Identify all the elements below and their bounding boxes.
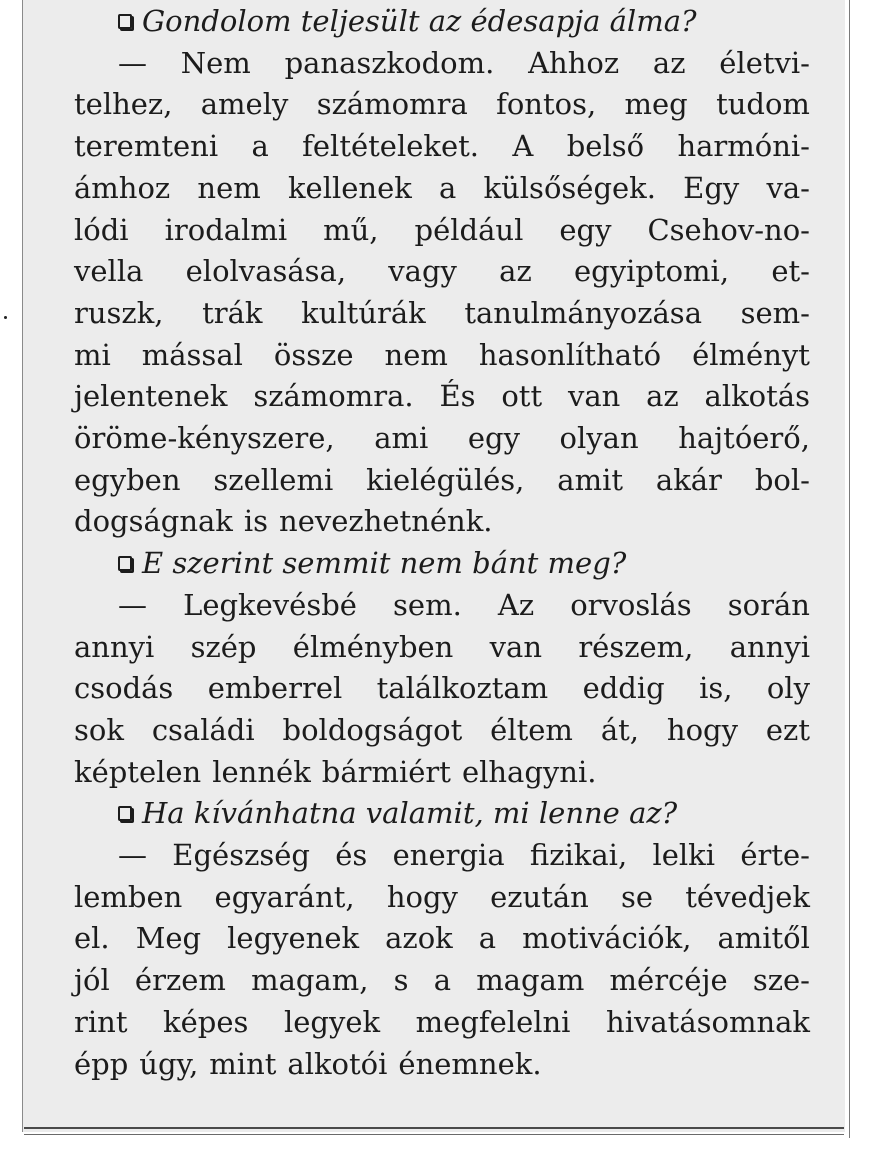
answer-text-line: lemben egyaránt, hogy ezután se tévedjek [74,879,810,914]
answer-text-line: épp úgy, mint alkotói énemnek. [74,1046,542,1081]
answer-text-line: el. Meg legyenek azok a motivációk, amitől [74,921,810,956]
answer-text-line: ruszk, trák kultúrák tanulmányozása sem- [74,295,810,330]
answer-text-line: dogságnak is nevezhetnénk. [74,504,493,539]
answer-text-line: egyben szellemi kielégülés, amit akár bol- [74,462,810,497]
question-checkbox-icon [118,806,132,821]
answer-text-line: csodás emberrel találkoztam eddig is, oly [74,671,810,706]
question-checkbox-icon [118,14,132,29]
answer-text-line: annyi szép élményben van részem, annyi [74,629,810,664]
answer-text-line: — Legkevésbé sem. Az orvoslás során [118,587,810,622]
answer-text-line: teremteni a feltételeket. A belső harmóni- [74,129,810,164]
clipping-bottom-rule-thin [24,1134,844,1135]
answer-text-line: rint képes legyek megfelelni hivatásomnak [74,1004,810,1039]
interview-question [74,2,810,40]
answer-text-line: ámhoz nem kellenek a külsőségek. Egy va- [74,170,810,205]
answer-text-line: sok családi boldogságot éltem át, hogy ezt [74,712,810,747]
answer-text-line: jelentenek számomra. És ott van az alkotás [74,379,810,414]
clipping-right-edge [849,0,850,1138]
question-checkbox-icon [118,556,132,571]
clipping-bottom-rule [24,1127,844,1129]
question-text: E szerint semmit nem bánt meg? [142,546,627,581]
scan-speck [4,316,7,319]
answer-text-line: telhez, amely számomra fontos, meg tudom [74,87,810,122]
answer-text-line: öröme-kényszere, ami egy olyan hajtóerő, [74,421,810,455]
answer-text-line: mi mással össze nem hasonlítható élményt [74,337,810,372]
answer-text-line: — Nem panaszkodom. Ahhoz az életvi- [118,45,810,80]
question-text: Ha kívánhatna valamit, mi lenne az? [142,796,678,831]
answer-text-line: jól érzem magam, s a magam mércéje sze- [74,963,810,998]
answer-text-line: — Egészség és energia fizikai, lelki érte- [118,838,810,872]
answer-text-line: képtelen lennék bármiért elhagyni. [74,754,597,789]
interview-question [74,544,810,582]
interview-question [74,794,810,832]
answer-text-line: vella elolvasása, vagy az egyiptomi, et- [74,254,810,289]
answer-text-line: lódi irodalmi mű, például egy Csehov-no- [74,212,810,247]
question-text: Gondolom teljesült az édesapja álma? [142,4,697,38]
